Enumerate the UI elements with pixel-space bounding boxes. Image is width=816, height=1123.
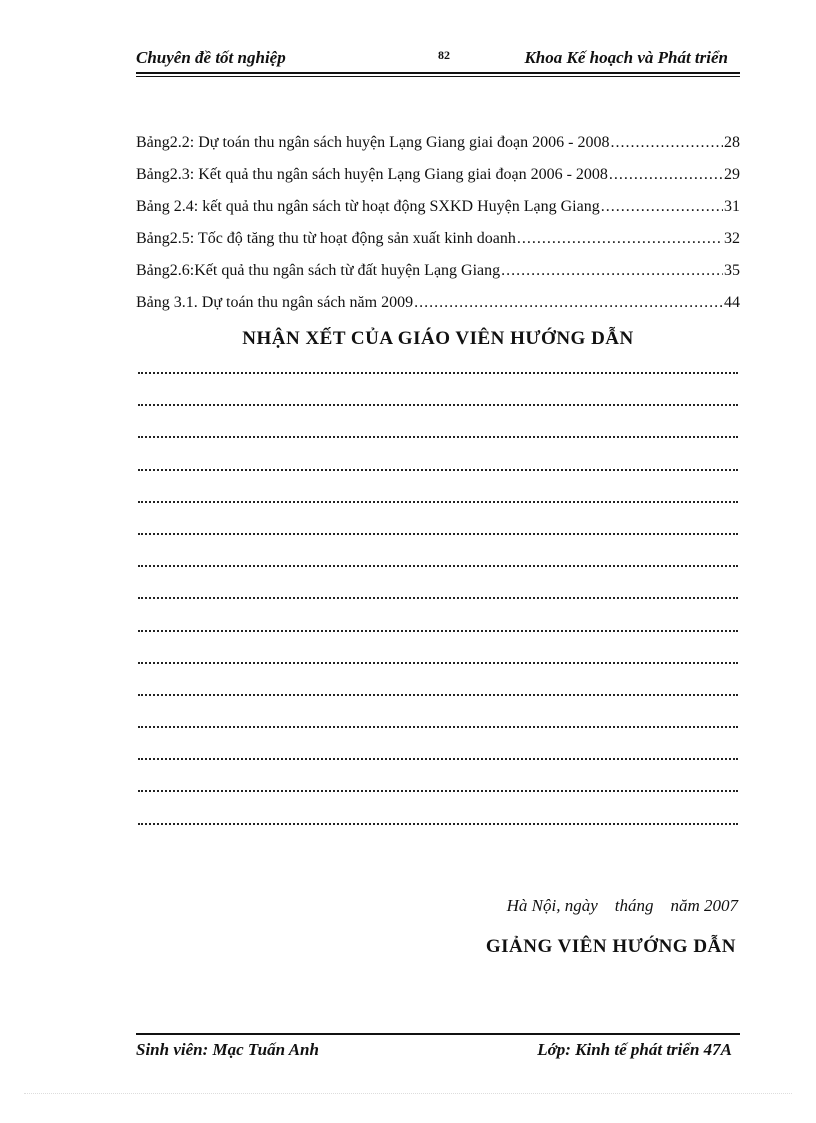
signature-title: GIẢNG VIÊN HƯỚNG DẪN: [485, 936, 736, 957]
comment-dotted-line: [138, 726, 738, 728]
page-edge-dots: [24, 1093, 792, 1094]
header-thesis-label: Chuyên đề tốt nghiệp: [136, 48, 286, 67]
toc-leader: [517, 230, 723, 248]
comment-dotted-line: [138, 372, 738, 374]
comment-dotted-line: [138, 823, 738, 825]
comment-dotted-line: [138, 758, 738, 760]
toc-entry: [136, 198, 740, 230]
comment-dotted-line: [138, 565, 738, 567]
toc-entry-page: 31: [724, 198, 740, 215]
header-rule: [136, 72, 740, 74]
date-line: Hà Nội, ngày tháng năm 2007: [506, 896, 738, 915]
toc-entry-text: Bảng2.3: Kết quả thu ngân sách huyện Lạng Giang giai đoạn 2006 - 2008: [136, 166, 608, 183]
toc-entry-page: 35: [724, 262, 740, 279]
comment-lines: [138, 372, 738, 855]
toc-leader: [610, 134, 723, 152]
toc-entry-page: 29: [724, 166, 740, 183]
toc-entry: [136, 294, 740, 326]
toc-entry-text: Bảng 2.4: kết quả thu ngân sách từ hoạt động SXKD Huyện Lạng Giang: [136, 198, 600, 215]
comment-dotted-line: [138, 597, 738, 599]
footer-class-label: Lớp: Kinh tế phát triển 47A: [537, 1040, 732, 1059]
comment-dotted-line: [138, 501, 738, 503]
comment-dotted-line: [138, 469, 738, 471]
page-number: 82: [438, 48, 450, 62]
toc-leader: [601, 198, 723, 216]
comment-dotted-line: [138, 533, 738, 535]
toc-leader: [414, 294, 723, 312]
comment-dotted-line: [138, 790, 738, 792]
comment-dotted-line: [138, 694, 738, 696]
toc-entry-page: 28: [724, 134, 740, 151]
table-list: [136, 134, 740, 326]
toc-entry-text: Bảng2.6:Kết quả thu ngân sách từ đất huyện Lạng Giang: [136, 262, 501, 279]
toc-entry-text: Bảng 3.1. Dự toán thu ngân sách năm 2009: [136, 294, 414, 311]
section-title: NHẬN XẾT CỦA GIÁO VIÊN HƯỚNG DẪN: [242, 328, 634, 349]
toc-entry-text: Bảng2.2: Dự toán thu ngân sách huyện Lạng Giang giai đoạn 2006 - 2008: [136, 134, 610, 151]
footer-rule: [136, 1033, 740, 1035]
comment-dotted-line: [138, 662, 738, 664]
toc-entry: [136, 262, 740, 294]
footer-student-label: Sinh viên: Mạc Tuấn Anh: [136, 1040, 319, 1059]
toc-leader: [609, 166, 723, 184]
toc-entry: [136, 166, 740, 198]
header-rule-thin: [136, 76, 740, 77]
toc-entry: [136, 230, 740, 262]
comment-dotted-line: [138, 436, 738, 438]
comment-dotted-line: [138, 404, 738, 406]
toc-entry: [136, 134, 740, 166]
toc-entry-page: 44: [724, 294, 740, 311]
header-faculty-label: Khoa Kế hoạch và Phát triển: [524, 48, 728, 67]
toc-entry-text: Bảng2.5: Tốc độ tăng thu từ hoạt động sản xuất kinh doanh: [136, 230, 516, 247]
comment-dotted-line: [138, 630, 738, 632]
toc-entry-page: 32: [724, 230, 740, 247]
toc-leader: [501, 262, 723, 280]
page-header: [136, 48, 740, 70]
page-footer: [136, 1040, 740, 1062]
